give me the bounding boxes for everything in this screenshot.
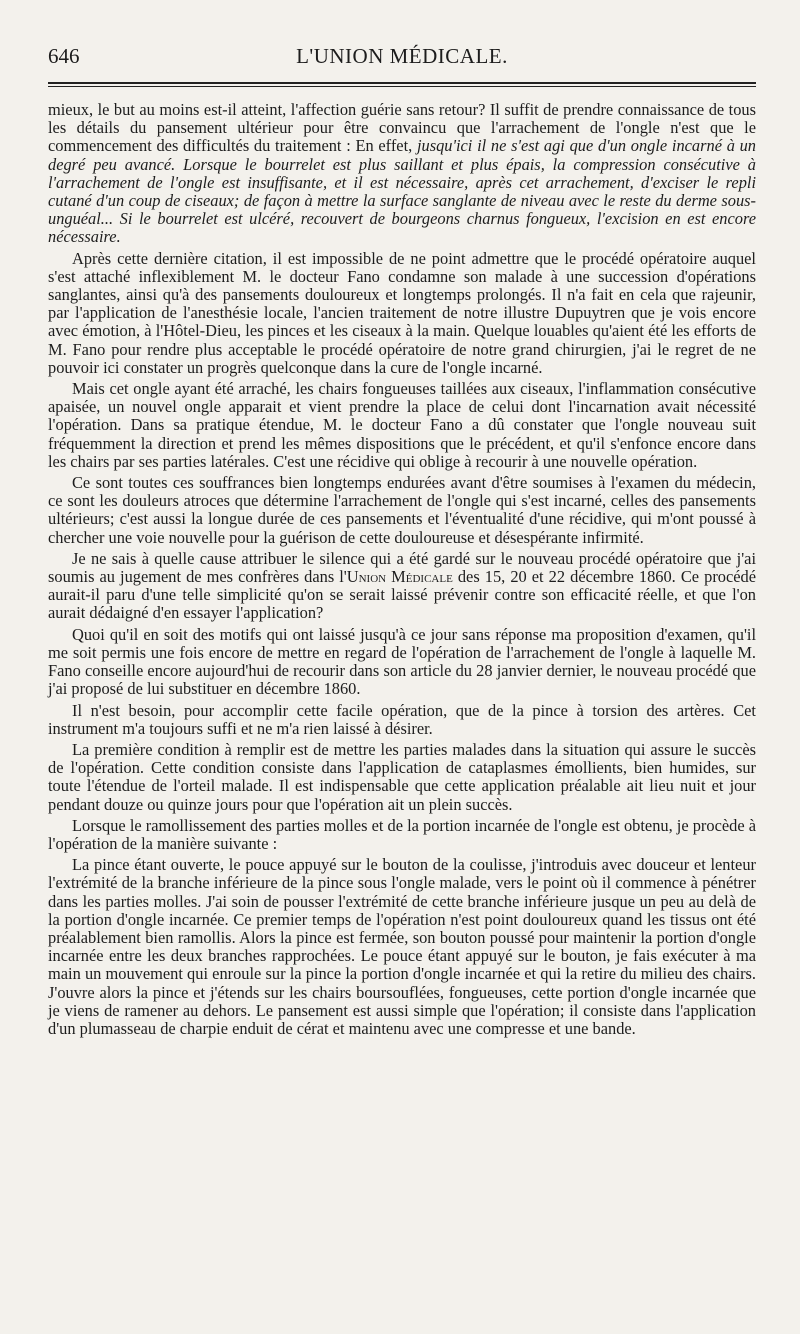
paragraph: La première condition à remplir est de mettre les parties malades dans la situation qui assure le succès de l'opération. Cette condition consiste dans l'application de cataplasmes émollients, bien humides, sur toute l'étendue de l'orteil malade. Il est indispensable que cette application préalable ait lieu nuit et jour pendant douze ou quinze jours pour que l'opération ait un plein succès. [48,739,756,814]
paragraph-text: Je ne sais à quelle cause attribuer le silence qui a été gardé sur le nouveau procédé opératoire que j'ai soumis au jugement de mes confrères dans l' [48,548,756,587]
paragraph: Lorsque le ramollissement des parties molles et de la portion incarnée de l'ongle est obtenu, je procède à l'opération de la manière suivante : [48,815,756,853]
paragraph: Il n'est besoin, pour accomplir cette facile opération, que de la pince à torsion des artères. Cet instrument m'a toujours suffi et ne m'a rien laissé à désirer. [48,700,756,738]
header-rule [48,82,756,87]
running-title: L'UNION MÉDICALE. [296,44,508,68]
journal-name: Union Médicale [346,567,453,587]
paragraph: Ce sont toutes ces souffrances bien longtemps endurées avant d'être soumises à l'examen du médecin, ce sont les douleurs atroces que détermine l'arrachement de l'ongle qui s'est incarné, celles des pansements ultérieurs; c'est aussi la longue durée de ces pansements et l'éventualité d'une récidive, qui m'ont poussé à chercher une voie nouvelle pour la guérison de cette douloureuse et désespérante infirmité. [48,473,756,547]
paragraph-text: mieux, le but au moins est-il atteint, l'affection guérie sans retour? Il suffit de prendre connaissance de tous les détails du pansement ultérieur pour être convaincu que l'arrachement de l'ongle n'est que le commencement des difficultés du traitement : En effet, [48,100,756,156]
paragraph-text: des 15, 20 et 22 décembre 1860. Ce procédé aurait-il paru d'une telle simplicité qu'on se serait laissé prévenir contre son efficacité réelle, et que l'on aurait dédaigné d'en essayer l'application? [48,567,756,623]
paragraph: La pince étant ouverte, le pouce appuyé sur le bouton de la coulisse, j'introduis avec douceur et lenteur l'extrémité de la branche inférieure de la pince sous l'ongle malade, vers le point où il commence à pénétrer dans les parties molles. J'ai soin de pousser l'extrémité de cette branche inférieure jusque un peu au delà de la portion d'ongle incarnée. Ce premier temps de l'opération n'est point douloureux quand les tissus ont été préalablement bien ramollis. Alors la pince est fermée, son bouton poussé pour maintenir la portion d'ongle incarnée entre les deux branches rapprochées. Le pouce étant appuyé sur le bouton, je fais exécuter à ma main un mouvement qui enroule sur la pince la portion d'ongle incarnée et qui la retire du milieu des chairs. J'ouvre alors la pince et j'étends sur les chairs boursouflées, fongueuses, cette portion d'ongle incarnée que je viens de ramener au dehors. Le pansement est aussi simple que l'opération; il consiste dans l'application d'un plumasseau de charpie enduit de cérat et maintenu avec une compresse et une bande. [48,855,756,1038]
paragraph [48,550,756,623]
paragraph [48,101,756,247]
article-body [48,101,756,1038]
italic-quotation: jusqu'ici il ne s'est agi que d'un ongle incarné à un degré peu avancé. Lorsque le bourrelet est plus saillant et plus épais, la compression consécutive à l'arrachement de l'ongle est insuffisante, et il est nécessaire, après cet arrachement, d'exciser le repli cutané d'un coup de ciseaux; de façon à mettre la surface sanglante de niveau avec le reste du derme sous-unguéal... Si le bourrelet est ulcéré, recouvert de bourgeons charnus fongueux, l'excision en est encore nécessaire. [48,136,756,247]
paragraph: Quoi qu'il en soit des motifs qui ont laissé jusqu'à ce jour sans réponse ma proposition d'examen, qu'il me soit permis une fois encore de mettre en regard de l'opération de l'arrachement de l'ongle à laquelle M. Fano conseille encore aujourd'hui de recourir dans son article du 28 janvier dernier, le nouveau procédé que j'ai proposé de lui substituer en décembre 1860. [48,624,756,699]
page-header [48,44,756,76]
paragraph: Mais cet ongle ayant été arraché, les chairs fongueuses taillées aux ciseaux, l'inflammation consécutive apaisée, un nouvel ongle apparait et vient prendre la place de celui dont l'incarnation avait nécessité l'opération. Dans sa pratique étendue, M. le docteur Fano a dû constater que l'ongle nouveau suit fréquemment la direction et prend les mêmes dispositions que le précédent, et qu'il s'enfonce encore dans les chairs par ses parties latérales. C'est une récidive qui oblige à recourir à une nouvelle opération. [48,379,756,471]
page-number: 646 [48,44,80,68]
paragraph: Après cette dernière citation, il est impossible de ne point admettre que le procédé opératoire auquel s'est attaché inflexiblement M. le docteur Fano condamne son malade à une succession d'opérations sanglantes, ainsi qu'à des pansements douloureux et longtemps prolongés. Il n'a fait en cela que rajeunir, par l'application de l'anesthésie locale, l'ancien traitement de notre illustre Dupuytren que je vois encore avec émotion, à l'Hôtel-Dieu, les pinces et les ciseaux à la main. Quelque louables qu'aient été les efforts de M. Fano pour rendre plus acceptable le procédé opératoire de notre grand chirurgien, j'ai le regret de ne pouvoir ici constater un progrès quelconque dans la cure de l'ongle incarné. [48,248,756,377]
